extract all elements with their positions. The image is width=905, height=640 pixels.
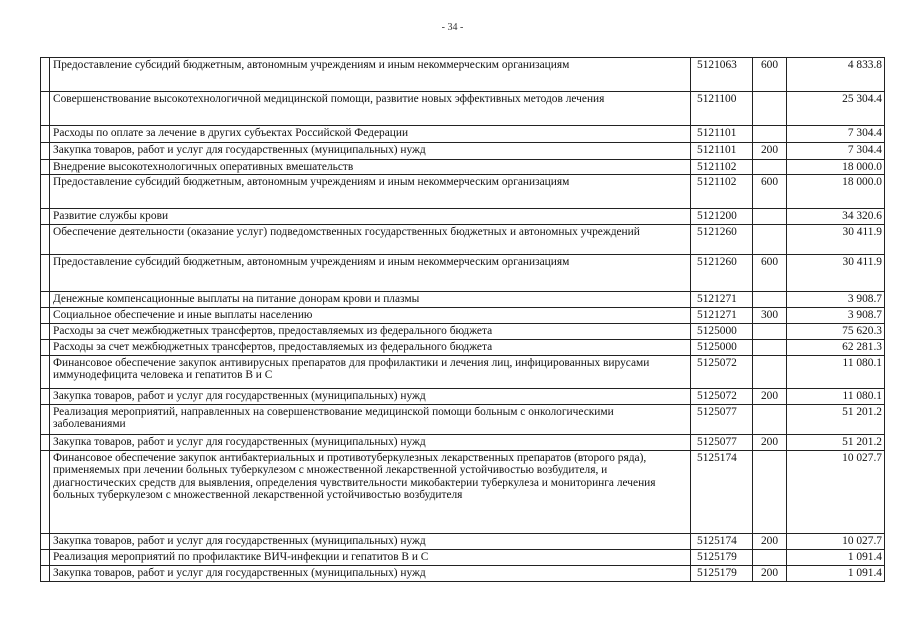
budget-code-cell: 5125000 (691, 339, 753, 355)
item-name-cell: Денежные компенсационные выплаты на питание донорам крови и плазмы (50, 291, 691, 307)
expense-type-cell (753, 355, 787, 388)
budget-table (40, 57, 885, 582)
row-margin-cell (41, 323, 50, 339)
expense-type-cell (753, 323, 787, 339)
amount-cell: 11 080.1 (787, 388, 885, 404)
table-row (41, 323, 885, 339)
table-row (41, 549, 885, 565)
item-name-cell: Предоставление субсидий бюджетным, автономным учреждениям и иным некоммерческим организациям (50, 58, 691, 92)
table-row (41, 126, 885, 143)
expense-type-cell: 200 (753, 143, 787, 160)
amount-cell: 25 304.4 (787, 92, 885, 126)
table-row (41, 307, 885, 323)
item-name-cell: Совершенствование высокотехнологичной медицинской помощи, развитие новых эффективных методов лечения (50, 92, 691, 126)
item-name-cell: Реализация мероприятий по профилактике ВИЧ-инфекции и гепатитов В и С (50, 549, 691, 565)
item-name-cell: Предоставление субсидий бюджетным, автономным учреждениям и иным некоммерческим организациям (50, 254, 691, 291)
amount-cell: 7 304.4 (787, 126, 885, 143)
table-row (41, 224, 885, 254)
amount-cell: 4 833.8 (787, 58, 885, 92)
expense-type-cell: 300 (753, 307, 787, 323)
amount-cell: 75 620.3 (787, 323, 885, 339)
budget-code-cell: 5121100 (691, 92, 753, 126)
budget-code-cell: 5121063 (691, 58, 753, 92)
expense-type-cell: 200 (753, 388, 787, 404)
table-row (41, 565, 885, 581)
table-row (41, 58, 885, 92)
item-name-cell: Расходы за счет межбюджетных трансфертов, предоставляемых из федерального бюджета (50, 323, 691, 339)
table-row (41, 254, 885, 291)
row-margin-cell (41, 174, 50, 208)
budget-code-cell: 5125000 (691, 323, 753, 339)
item-name-cell: Финансовое обеспечение закупок антибактериальных и противотуберкулезных лекарственных препаратов (второго ряда), применяемых при лечении больных туберкулезом с множественной лекарственной устойчивостью возбудителя, и диагностических средств для выявления, определения чувствительности микобактерии туберкулеза и мониторинга лечения больных туберкулезом с множественной лекарственной устойчивостью возбудителя (50, 450, 691, 533)
row-margin-cell (41, 549, 50, 565)
row-margin-cell (41, 126, 50, 143)
expense-type-cell: 200 (753, 565, 787, 581)
amount-cell: 11 080.1 (787, 355, 885, 388)
expense-type-cell (753, 404, 787, 434)
item-name-cell: Внедрение высокотехнологичных оперативных вмешательств (50, 160, 691, 175)
table-row (41, 450, 885, 533)
expense-type-cell: 200 (753, 533, 787, 549)
item-name-cell: Закупка товаров, работ и услуг для государственных (муниципальных) нужд (50, 533, 691, 549)
table-row (41, 160, 885, 175)
row-margin-cell (41, 224, 50, 254)
row-margin-cell (41, 404, 50, 434)
amount-cell: 10 027.7 (787, 533, 885, 549)
table-row (41, 355, 885, 388)
amount-cell: 30 411.9 (787, 224, 885, 254)
item-name-cell: Развитие службы крови (50, 208, 691, 224)
table-row (41, 143, 885, 160)
expense-type-cell (753, 450, 787, 533)
table-row (41, 533, 885, 549)
table-row (41, 174, 885, 208)
budget-code-cell: 5125072 (691, 355, 753, 388)
amount-cell: 3 908.7 (787, 291, 885, 307)
budget-code-cell: 5121101 (691, 143, 753, 160)
expense-type-cell (753, 92, 787, 126)
row-margin-cell (41, 160, 50, 175)
row-margin-cell (41, 339, 50, 355)
row-margin-cell (41, 208, 50, 224)
amount-cell: 30 411.9 (787, 254, 885, 291)
row-margin-cell (41, 143, 50, 160)
item-name-cell: Расходы по оплате за лечение в других субъектах Российской Федерации (50, 126, 691, 143)
row-margin-cell (41, 307, 50, 323)
row-margin-cell (41, 450, 50, 533)
row-margin-cell (41, 58, 50, 92)
amount-cell: 3 908.7 (787, 307, 885, 323)
budget-table-body (41, 58, 885, 582)
page-number: - 34 - (441, 22, 464, 33)
budget-code-cell: 5125077 (691, 434, 753, 450)
item-name-cell: Закупка товаров, работ и услуг для государственных (муниципальных) нужд (50, 565, 691, 581)
row-margin-cell (41, 355, 50, 388)
budget-code-cell: 5121101 (691, 126, 753, 143)
table-row (41, 388, 885, 404)
expense-type-cell (753, 339, 787, 355)
table-row (41, 208, 885, 224)
item-name-cell: Реализация мероприятий, направленных на совершенствование медицинской помощи больным с онкологическими заболеваниями (50, 404, 691, 434)
budget-code-cell: 5121102 (691, 160, 753, 175)
expense-type-cell: 200 (753, 434, 787, 450)
row-margin-cell (41, 434, 50, 450)
budget-code-cell: 5125174 (691, 533, 753, 549)
row-margin-cell (41, 533, 50, 549)
expense-type-cell (753, 160, 787, 175)
row-margin-cell (41, 388, 50, 404)
amount-cell: 18 000.0 (787, 174, 885, 208)
item-name-cell: Обеспечение деятельности (оказание услуг) подведомственных государственных бюджетных и автономных учреждений (50, 224, 691, 254)
row-margin-cell (41, 254, 50, 291)
item-name-cell: Закупка товаров, работ и услуг для государственных (муниципальных) нужд (50, 143, 691, 160)
expense-type-cell (753, 208, 787, 224)
amount-cell: 1 091.4 (787, 549, 885, 565)
table-row (41, 339, 885, 355)
amount-cell: 18 000.0 (787, 160, 885, 175)
budget-code-cell: 5125077 (691, 404, 753, 434)
table-row (41, 92, 885, 126)
item-name-cell: Социальное обеспечение и иные выплаты населению (50, 307, 691, 323)
item-name-cell: Расходы за счет межбюджетных трансфертов, предоставляемых из федерального бюджета (50, 339, 691, 355)
expense-type-cell (753, 291, 787, 307)
budget-code-cell: 5125072 (691, 388, 753, 404)
amount-cell: 1 091.4 (787, 565, 885, 581)
row-margin-cell (41, 92, 50, 126)
expense-type-cell (753, 126, 787, 143)
amount-cell: 51 201.2 (787, 404, 885, 434)
budget-code-cell: 5121260 (691, 254, 753, 291)
item-name-cell: Закупка товаров, работ и услуг для государственных (муниципальных) нужд (50, 434, 691, 450)
expense-type-cell: 600 (753, 174, 787, 208)
expense-type-cell: 600 (753, 254, 787, 291)
expense-type-cell: 600 (753, 58, 787, 92)
expense-type-cell (753, 224, 787, 254)
table-row (41, 291, 885, 307)
budget-code-cell: 5125174 (691, 450, 753, 533)
budget-code-cell: 5121271 (691, 291, 753, 307)
budget-code-cell: 5125179 (691, 549, 753, 565)
table-row (41, 404, 885, 434)
budget-code-cell: 5121200 (691, 208, 753, 224)
amount-cell: 10 027.7 (787, 450, 885, 533)
amount-cell: 51 201.2 (787, 434, 885, 450)
budget-code-cell: 5121260 (691, 224, 753, 254)
amount-cell: 62 281.3 (787, 339, 885, 355)
item-name-cell: Финансовое обеспечение закупок антивирусных препаратов для профилактики и лечения лиц, инфицированных вирусами иммунодефицита человека и гепатитов В и С (50, 355, 691, 388)
row-margin-cell (41, 565, 50, 581)
row-margin-cell (41, 291, 50, 307)
budget-code-cell: 5121271 (691, 307, 753, 323)
expense-type-cell (753, 549, 787, 565)
table-row (41, 434, 885, 450)
amount-cell: 34 320.6 (787, 208, 885, 224)
item-name-cell: Предоставление субсидий бюджетным, автономным учреждениям и иным некоммерческим организациям (50, 174, 691, 208)
amount-cell: 7 304.4 (787, 143, 885, 160)
budget-code-cell: 5125179 (691, 565, 753, 581)
budget-code-cell: 5121102 (691, 174, 753, 208)
item-name-cell: Закупка товаров, работ и услуг для государственных (муниципальных) нужд (50, 388, 691, 404)
